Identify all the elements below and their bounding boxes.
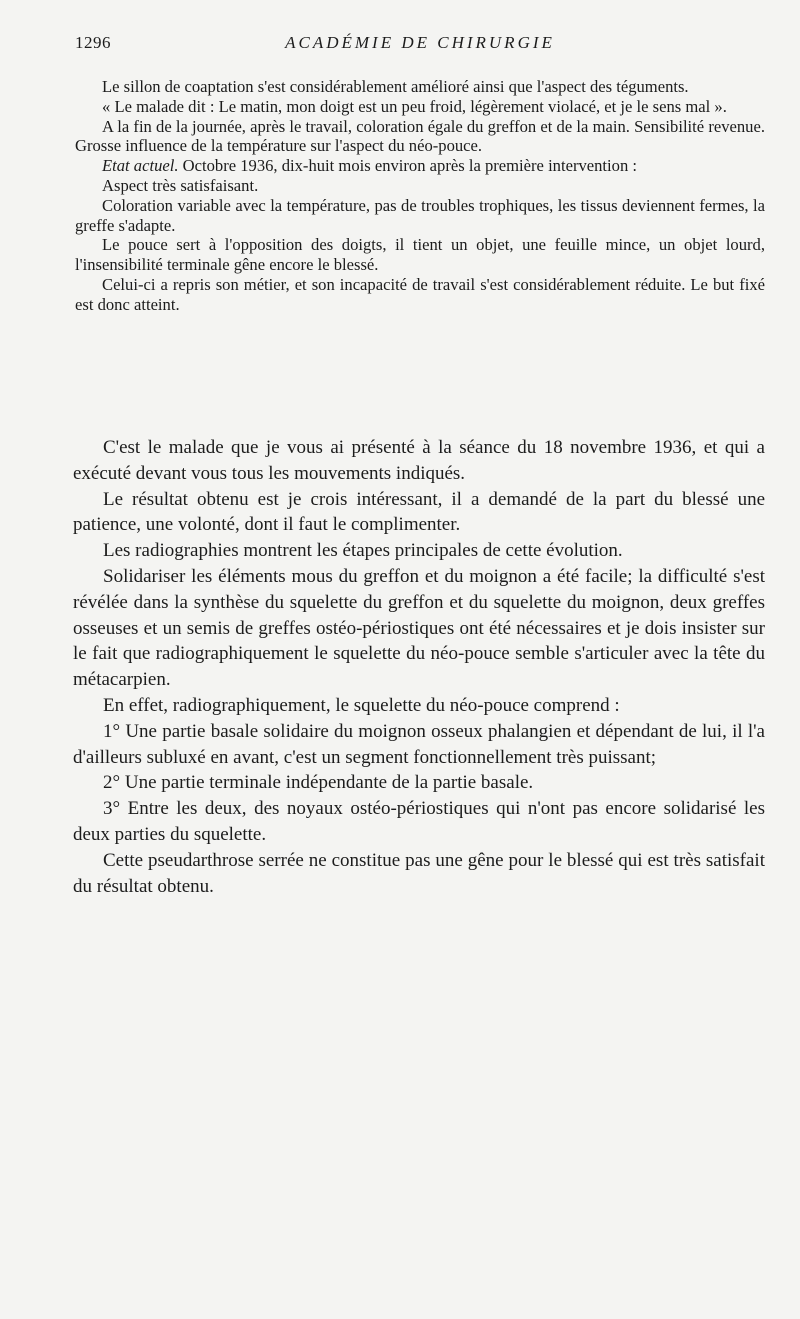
page-number: 1296 <box>75 33 111 52</box>
paragraph: C'est le malade que je vous ai présenté à la séance du 18 novembre 1936, et qui a exécuté devant vous tous les mouvements indiqués. <box>73 437 765 484</box>
paragraph: Le résultat obtenu est je crois intéressant, il a demandé de la part du blessé une patience, une volonté, dont il faut le complimenter. <box>73 488 765 536</box>
paragraph: A la fin de la journée, après le travail, coloration égale du greffon et de la main. Sensibilité revenue. Grosse influence de la température sur l'aspect du néo-pouce. <box>75 116 765 156</box>
paragraph: Cette pseudarthrose serrée ne constitue pas une gêne pour le blessé qui est très satisfait du résultat obtenu. <box>73 849 765 897</box>
paragraph: Les radiographies montrent les étapes principales de cette évolution. <box>103 540 623 562</box>
case-report-block <box>75 77 765 315</box>
paragraph: Celui-ci a repris son métier, et son incapacité de travail s'est considérablement réduite. Le but fixé est donc atteint. <box>75 274 765 314</box>
running-title: ACADÉMIE DE CHIRURGIE <box>285 33 555 52</box>
page-header <box>75 33 765 57</box>
paragraph: Le sillon de coaptation s'est considérablement amélioré ainsi que l'aspect des téguments. <box>102 77 689 96</box>
list-item: 2° Une partie terminale indépendante de la partie basale. <box>103 772 534 794</box>
list-item: 3° Entre les deux, des noyaux ostéo-périostiques qui n'ont pas encore solidarisé les deux parties du squelette. <box>73 798 765 845</box>
paragraph: « Le malade dit : Le matin, mon doigt est un peu froid, légèrement violacé, et je le sens mal ». <box>102 96 727 116</box>
paragraph: Le pouce sert à l'opposition des doigts, il tient un objet, une feuille mince, un objet lourd, l'insensibilité terminale gêne encore le blessé. <box>75 235 765 275</box>
paragraph-etat-actuel <box>75 156 765 176</box>
etat-actuel-text: Octobre 1936, dix-huit mois environ après la première intervention : <box>178 156 638 176</box>
main-text-block <box>73 435 765 899</box>
paragraph: En effet, radiographiquement, le squelette du néo-pouce comprend : <box>103 694 620 716</box>
etat-actuel-label: Etat actuel. <box>102 156 179 176</box>
list-item: 1° Une partie basale solidaire du moignon osseux phalangien et dépendant de lui, il l'a d'ailleurs subluxé en avant, c'est un segment fonctionnellement très puissant; <box>73 720 765 768</box>
paragraph: Solidariser les éléments mous du greffon et du moignon a été facile; la difficulté s'est révélée dans la synthèse du squelette du greffon et du squelette du moignon, deux greffes osseuses et un semis de greffes ostéo-périostiques ont été nécessaires et je dois insister sur le fait que radiographiquement le squelette du néo-pouce semble s'articuler avec la tête du métacarpien. <box>73 565 765 691</box>
paragraph: Coloration variable avec la température, pas de troubles trophiques, les tissus deviennent fermes, la greffe s'adapte. <box>75 195 765 235</box>
paragraph: Aspect très satisfaisant. <box>102 175 259 195</box>
